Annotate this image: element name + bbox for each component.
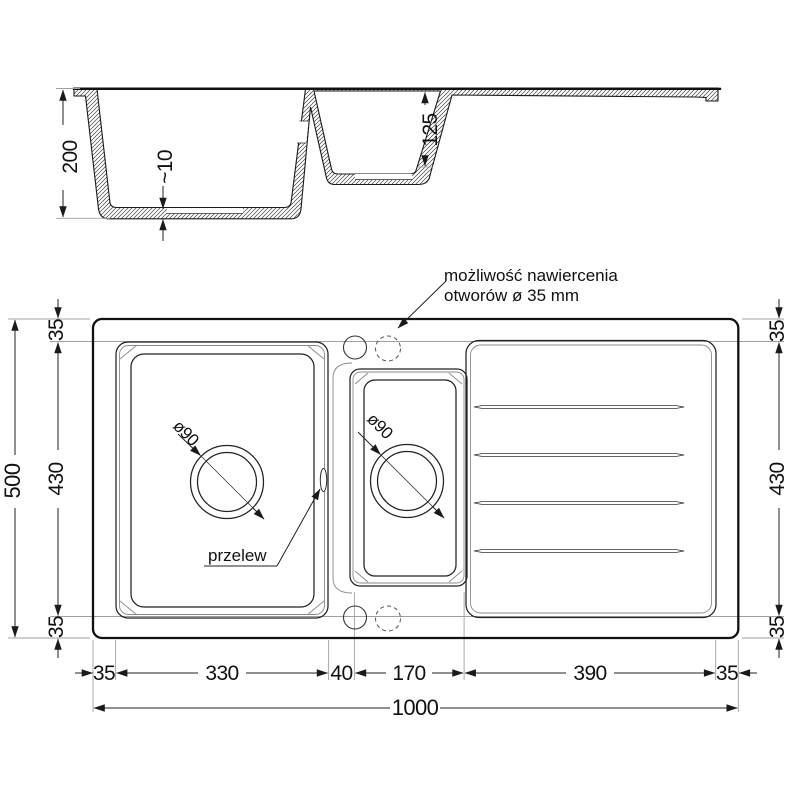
cross-section-view (56, 88, 720, 241)
dim-label-floor-thickness: ~10 (154, 150, 177, 184)
dimension-floor-thickness (154, 150, 177, 241)
faucet-hole-bottom (344, 606, 367, 629)
drainer-area (466, 341, 716, 618)
corner-chamfer (120, 345, 137, 359)
main-drain-label: ø90 (169, 416, 203, 450)
corner-chamfer (355, 373, 368, 384)
optional-hole-top (376, 336, 401, 361)
dim-label-b0: 35 (92, 662, 116, 685)
annotation-line2: otworów ø 35 mm (444, 286, 580, 305)
corner-chamfer (449, 571, 462, 582)
small-drain-label: ø90 (363, 409, 397, 443)
dim-label-b1: 330 (205, 662, 239, 685)
dim-label-total-width: 1000 (391, 695, 439, 720)
dim-label-left-top: 35 (45, 318, 68, 342)
small-bowl (350, 369, 467, 586)
corner-chamfer (355, 571, 368, 582)
dim-label-left-bottom: 35 (45, 615, 68, 639)
deck-edge (333, 363, 352, 593)
dim-label-depth: 200 (59, 140, 82, 174)
faucet-hole-top (344, 336, 367, 359)
sink-outline (93, 319, 738, 638)
dim-label-b2: 40 (330, 662, 353, 685)
overflow-annotation (204, 489, 320, 566)
dim-label-left-middle: 430 (45, 462, 68, 496)
annotation-line1: możliwość nawiercenia (444, 266, 618, 285)
dim-label-height-overall: 500 (0, 463, 25, 499)
drainer-grooves (474, 405, 684, 552)
small-drain-recess (355, 174, 412, 180)
top-plan-view (8, 266, 784, 712)
dimensions-right (766, 299, 789, 658)
overflow-slot (320, 469, 326, 492)
dim-label-b4: 390 (573, 662, 607, 685)
main-bowl (116, 342, 328, 618)
dim-label-right-top: 35 (766, 319, 789, 343)
dim-label-right-bottom: 35 (766, 615, 789, 639)
optional-hole-bottom (376, 606, 401, 631)
dim-label-b5: 35 (715, 662, 739, 685)
dim-label-b3: 170 (392, 662, 426, 685)
dimensions-left (0, 299, 68, 658)
dimensions-bottom (75, 662, 757, 720)
dim-label-right-middle: 430 (766, 462, 789, 496)
main-drain-recess (167, 208, 243, 214)
dim-label-small-bowl-depth: 125 (419, 113, 442, 147)
overflow-label: przelew (208, 546, 267, 565)
